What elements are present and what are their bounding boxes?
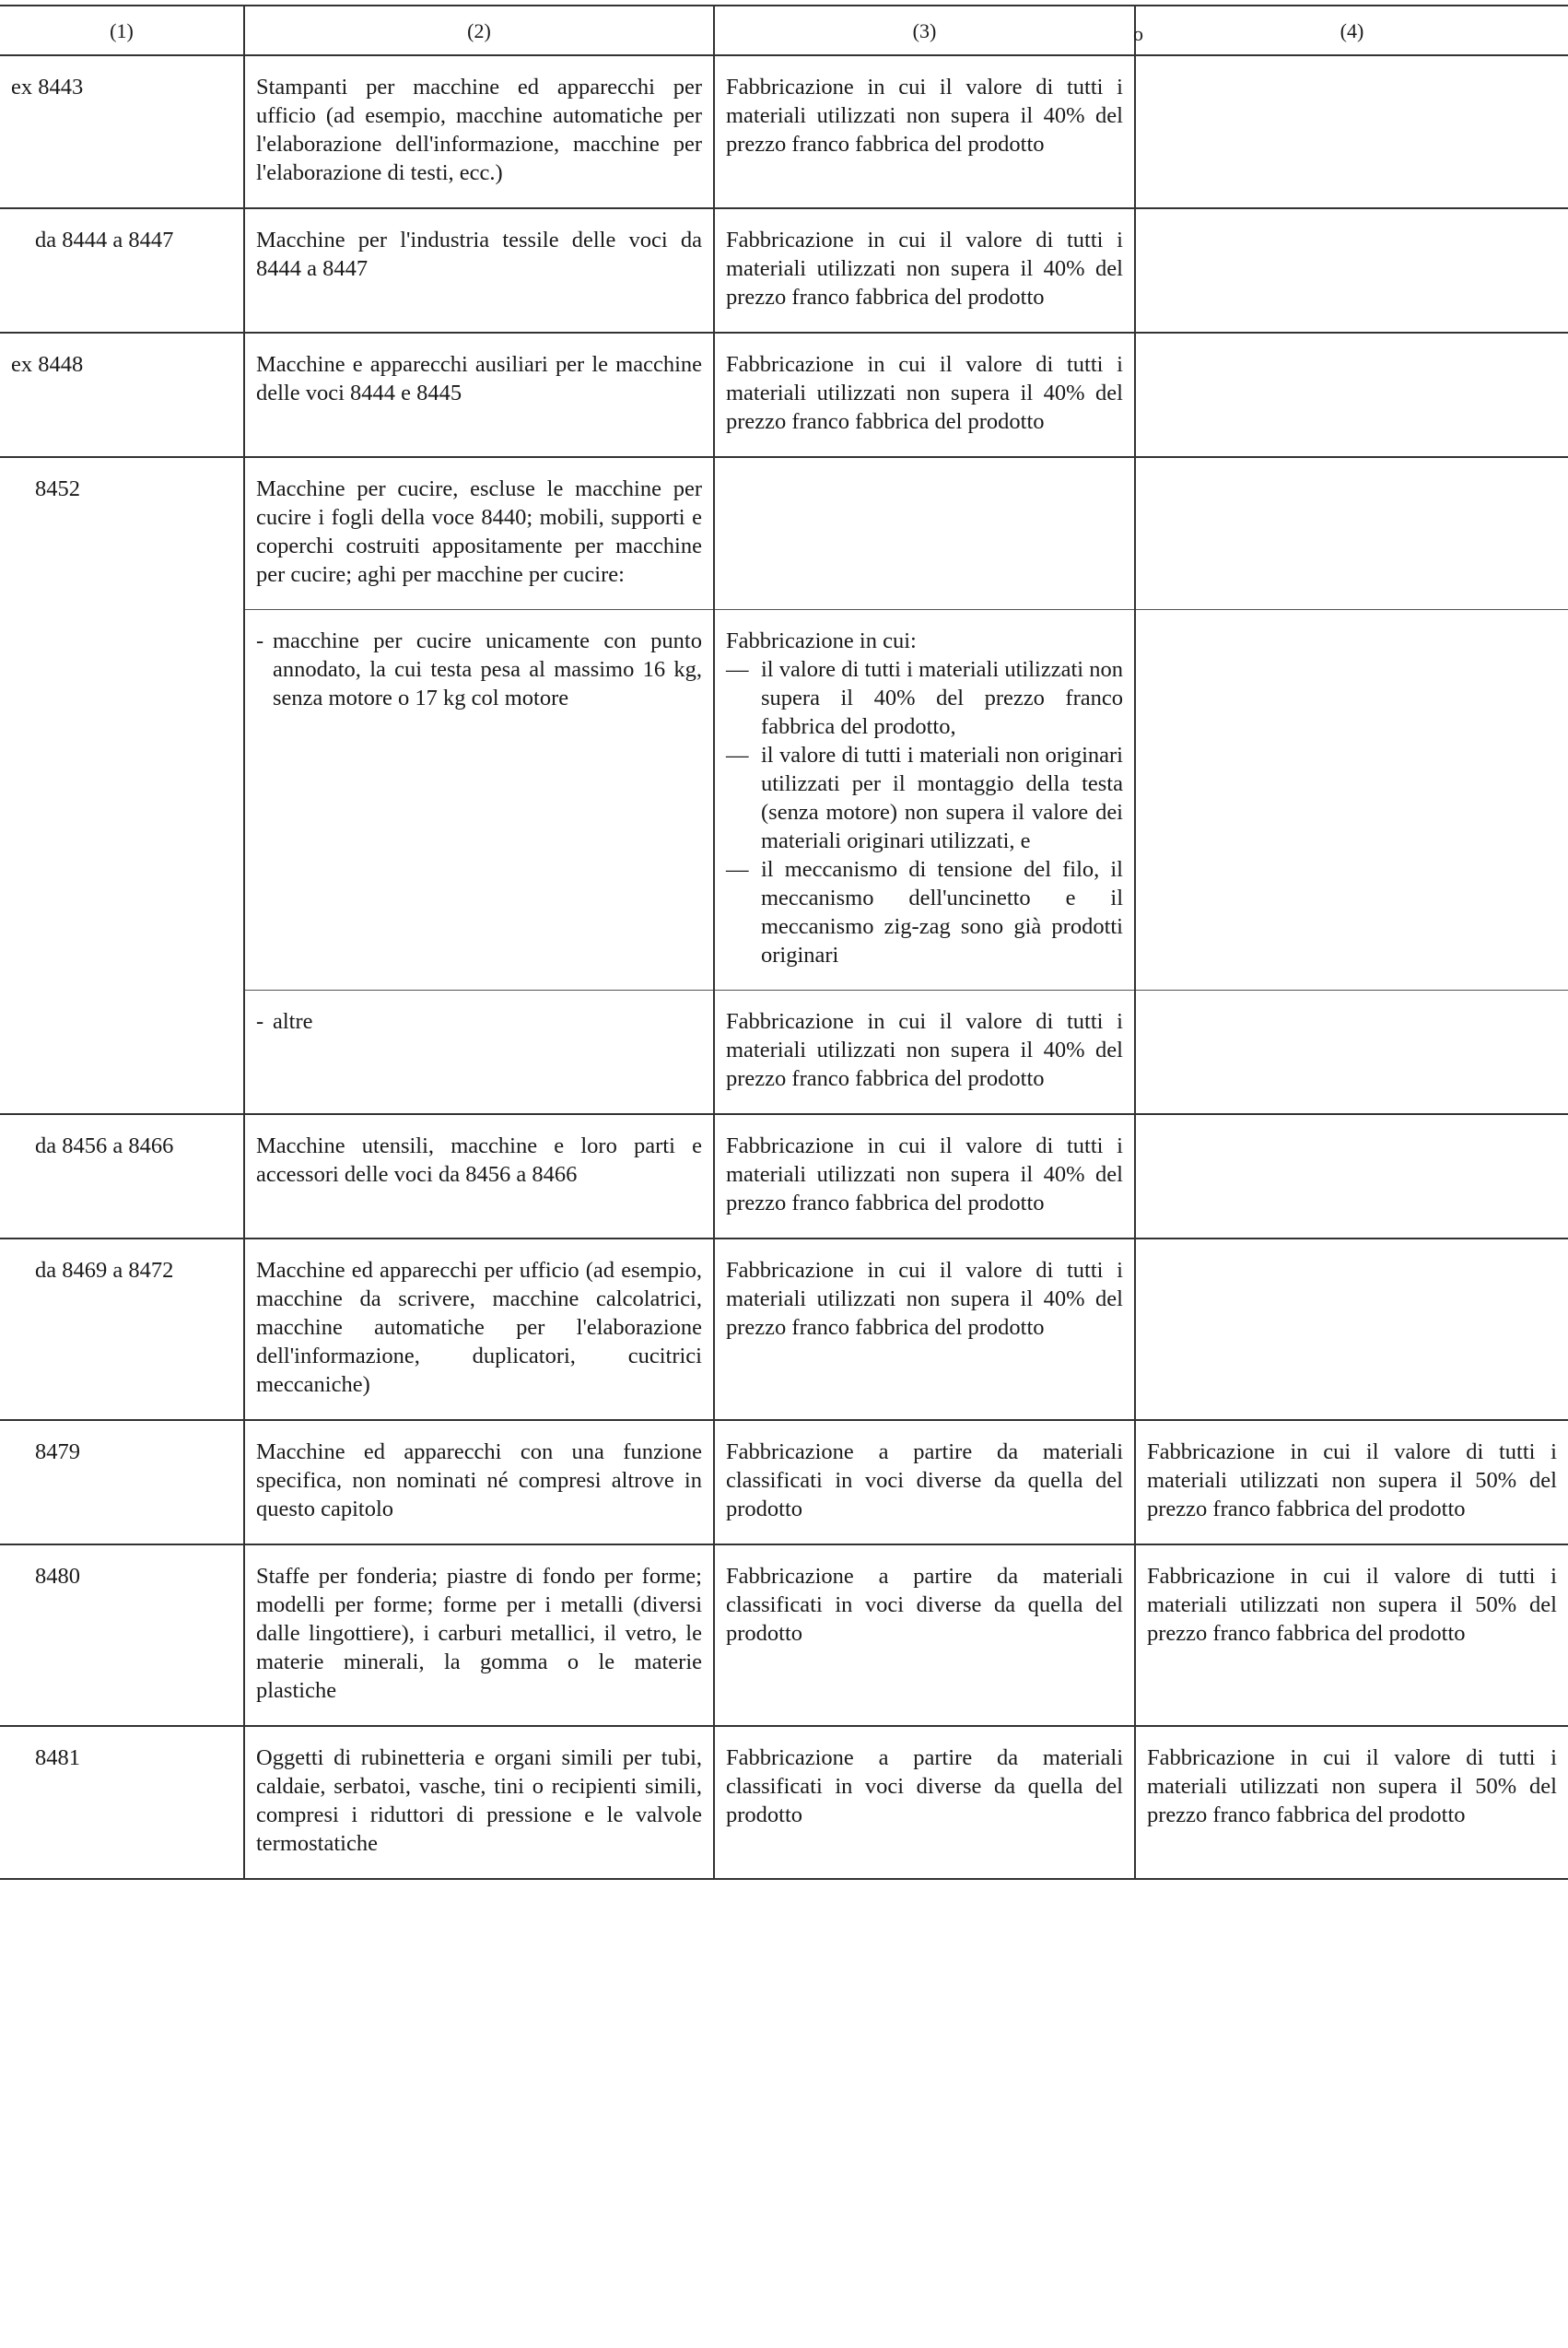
subrow-mark: - [256, 628, 264, 653]
condition-dash: — [726, 743, 749, 768]
row-rule3: Fabbricazione in cui il valore di tutti i materiali utilizzati non supera il 40% del prezzo franco fabbrica del prodotto [714, 333, 1135, 457]
header-col3-label: (3) [912, 18, 937, 42]
condition-dash: — [726, 657, 749, 682]
condition-item [726, 655, 1123, 741]
subrow-text: macchine per cucire unicamente con punto annodato, la cui testa pesa al massimo 16 kg, senza motore o 17 kg col motore [273, 628, 702, 710]
row-rule3: Fabbricazione a partire da materiali classificati in voci diverse da quella del prodotto [714, 1544, 1135, 1726]
subrow-description [244, 610, 714, 991]
table-row [0, 1239, 1568, 1420]
subrow-rule3: Fabbricazione in cui il valore di tutti i materiali utilizzati non supera il 40% del prezzo franco fabbrica del prodotto [714, 991, 1135, 1115]
row-rule3: Fabbricazione in cui il valore di tutti i materiali utilizzati non supera il 40% del prezzo franco fabbrica del prodotto [714, 1114, 1135, 1239]
header-col4: (4) [1135, 6, 1568, 55]
row-code: 8481 [0, 1726, 244, 1879]
condition-text: il valore di tutti i materiali utilizzati non supera il 40% del prezzo franco fabbrica del prodotto, [761, 657, 1123, 739]
condition-text: il meccanismo di tensione del filo, il meccanismo dell'uncinetto e il meccanismo zig-zag sono già prodotti originari [761, 857, 1123, 968]
row-code: 8479 [0, 1420, 244, 1544]
row-rule3: Fabbricazione a partire da materiali classificati in voci diverse da quella del prodotto [714, 1726, 1135, 1879]
row-rule4 [1135, 208, 1568, 333]
row-rule3: Fabbricazione in cui il valore di tutti i materiali utilizzati non supera il 40% del prezzo franco fabbrica del prodotto [714, 55, 1135, 208]
subrow-text: altre [273, 1009, 313, 1034]
row-rule4 [1135, 457, 1568, 610]
rule3-intro: Fabbricazione in cui: [726, 628, 917, 653]
table-row-8452-header [0, 457, 1568, 610]
row-rule4: Fabbricazione in cui il valore di tutti i materiali utilizzati non supera il 50% del prezzo franco fabbrica del prodotto [1135, 1420, 1568, 1544]
row-description: Staffe per fonderia; piastre di fondo per forme; modelli per forme; forme per i metalli (diversi dalle lingottiere), i carburi metallici, il vetro, le materie minerali, la gomma o le materie plastiche [244, 1544, 714, 1726]
row-code: da 8444 a 8447 [0, 208, 244, 333]
row-code: 8452 [0, 457, 244, 1114]
table-row [0, 333, 1568, 457]
subrow-rule4 [1135, 610, 1568, 991]
row-rule4 [1135, 1114, 1568, 1239]
header-col2: (2) [244, 6, 714, 55]
row-description: Macchine ed apparecchi con una funzione specifica, non nominati né compresi altrove in questo capitolo [244, 1420, 714, 1544]
row-rule3: Fabbricazione in cui il valore di tutti i materiali utilizzati non supera il 40% del prezzo franco fabbrica del prodotto [714, 1239, 1135, 1420]
row-description: Macchine per l'industria tessile delle voci da 8444 a 8447 [244, 208, 714, 333]
row-code: 8480 [0, 1544, 244, 1726]
row-rule4: Fabbricazione in cui il valore di tutti i materiali utilizzati non supera il 50% del prezzo franco fabbrica del prodotto [1135, 1544, 1568, 1726]
table-row [0, 1420, 1568, 1544]
table-header-row [0, 6, 1568, 55]
subrow-rule4 [1135, 991, 1568, 1115]
row-rule4 [1135, 55, 1568, 208]
row-rule3 [714, 457, 1135, 610]
subrow-rule3 [714, 610, 1135, 991]
subrow-mark: - [256, 1009, 264, 1034]
table-row [0, 1114, 1568, 1239]
row-code: da 8469 a 8472 [0, 1239, 244, 1420]
row-rule4: Fabbricazione in cui il valore di tutti i materiali utilizzati non supera il 50% del prezzo franco fabbrica del prodotto [1135, 1726, 1568, 1879]
header-col1: (1) [0, 6, 244, 55]
condition-item [726, 741, 1123, 855]
row-rule3: Fabbricazione in cui il valore di tutti i materiali utilizzati non supera il 40% del prezzo franco fabbrica del prodotto [714, 208, 1135, 333]
row-description: Macchine per cucire, escluse le macchine per cucire i fogli della voce 8440; mobili, supporti e coperchi costruiti appositamente per macchine per cucire; aghi per macchine per cucire: [244, 457, 714, 610]
row-code: da 8456 a 8466 [0, 1114, 244, 1239]
table-row [0, 208, 1568, 333]
row-description: Macchine ed apparecchi per ufficio (ad esempio, macchine da scrivere, macchine calcolatrici, macchine automatiche per l'elaborazione dell'informazione, duplicatori, cucitrici meccaniche) [244, 1239, 714, 1420]
row-code: ex 8443 [0, 55, 244, 208]
row-rule3: Fabbricazione a partire da materiali classificati in voci diverse da quella del prodotto [714, 1420, 1135, 1544]
subrow-description [244, 991, 714, 1115]
condition-text: il valore di tutti i materiali non originari utilizzati per il montaggio della testa (senza motore) non supera il valore dei materiali originari utilizzati, e [761, 743, 1123, 853]
row-code: ex 8448 [0, 333, 244, 457]
row-description: Oggetti di rubinetteria e organi simili per tubi, caldaie, serbatoi, vasche, tini o recipienti simili, compresi i riduttori di pressione e le valvole termostatiche [244, 1726, 714, 1879]
header-col3 [714, 6, 1143, 55]
condition-dash: — [726, 857, 749, 882]
row-rule4 [1135, 1239, 1568, 1420]
table-row [0, 1726, 1568, 1879]
header-or-mark: o [1133, 22, 1143, 45]
row-rule4 [1135, 333, 1568, 457]
table-row [0, 55, 1568, 208]
origin-rules-table [0, 5, 1568, 1880]
row-description: Stampanti per macchine ed apparecchi per ufficio (ad esempio, macchine automatiche per l'elaborazione dell'informazione, macchine per l'elaborazione di testi, ecc.) [244, 55, 714, 208]
table-row [0, 1544, 1568, 1726]
row-description: Macchine utensili, macchine e loro parti e accessori delle voci da 8456 a 8466 [244, 1114, 714, 1239]
condition-item [726, 855, 1123, 969]
row-description: Macchine e apparecchi ausiliari per le macchine delle voci 8444 e 8445 [244, 333, 714, 457]
